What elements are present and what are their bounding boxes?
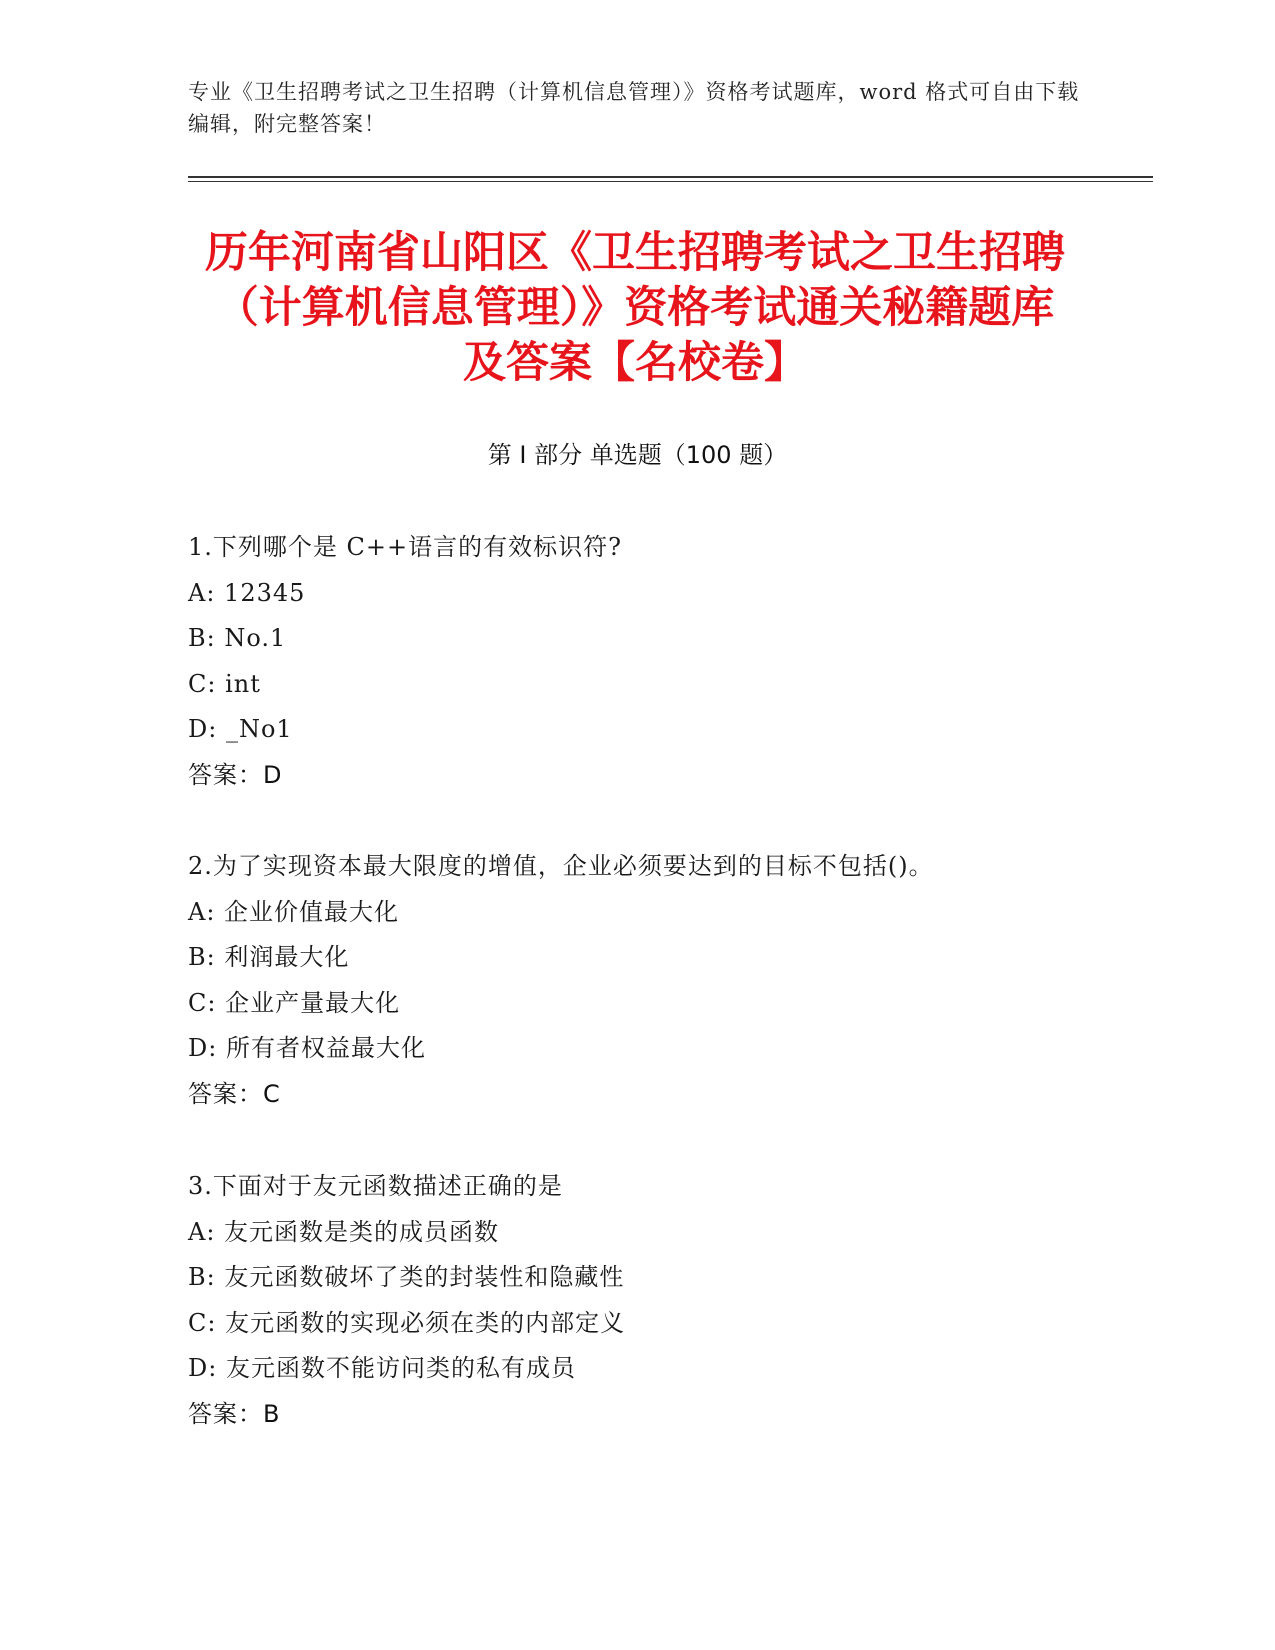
question-stem: 1.下列哪个是 C++语言的有效标识符? xyxy=(188,533,622,561)
option-c: C: 企业产量最大化 xyxy=(188,988,401,1017)
option-c: C: int xyxy=(188,669,261,698)
option-a: A: 友元函数是类的成员函数 xyxy=(188,1217,500,1246)
question-stem: 3.下面对于友元函数描述正确的是 xyxy=(188,1172,563,1200)
option-b: B: 友元函数破坏了类的封装性和隐藏性 xyxy=(188,1263,625,1291)
option-c: C: 友元函数的实现必须在类的内部定义 xyxy=(188,1308,626,1337)
answer-line: 答案：D xyxy=(188,760,283,789)
header-note: 专业《卫生招聘考试之卫生招聘（计算机信息管理）》资格考试题库，word 格式可自由下载编辑，附完整答案！ xyxy=(188,80,1080,136)
question-2 xyxy=(188,844,1148,1117)
option-a: A: 12345 xyxy=(188,578,306,607)
option-b: B: No.1 xyxy=(188,624,287,652)
option-d: D: _No1 xyxy=(188,715,293,743)
question-1 xyxy=(188,525,1148,798)
header-divider-thin xyxy=(188,181,1153,182)
header-divider-thick xyxy=(188,176,1153,178)
answer-line: 答案：B xyxy=(188,1399,281,1428)
option-d: D: 友元函数不能访问类的私有成员 xyxy=(188,1354,576,1382)
option-b: B: 利润最大化 xyxy=(188,943,350,971)
section-heading: 第 I 部分 单选题（100 题） xyxy=(487,441,788,469)
question-stem: 2.为了实现资本最大限度的增值，企业必须要达到的目标不包括()。 xyxy=(188,852,934,880)
document-title: 历年河南省山阳区《卫生招聘考试之卫生招聘（计算机信息管理）》资格考试通关秘籍题库及答案【名校卷】 xyxy=(205,228,1065,388)
option-d: D: 所有者权益最大化 xyxy=(188,1034,426,1062)
question-3 xyxy=(188,1164,1148,1437)
answer-line: 答案：C xyxy=(188,1079,281,1108)
option-a: A: 企业价值最大化 xyxy=(188,897,400,926)
